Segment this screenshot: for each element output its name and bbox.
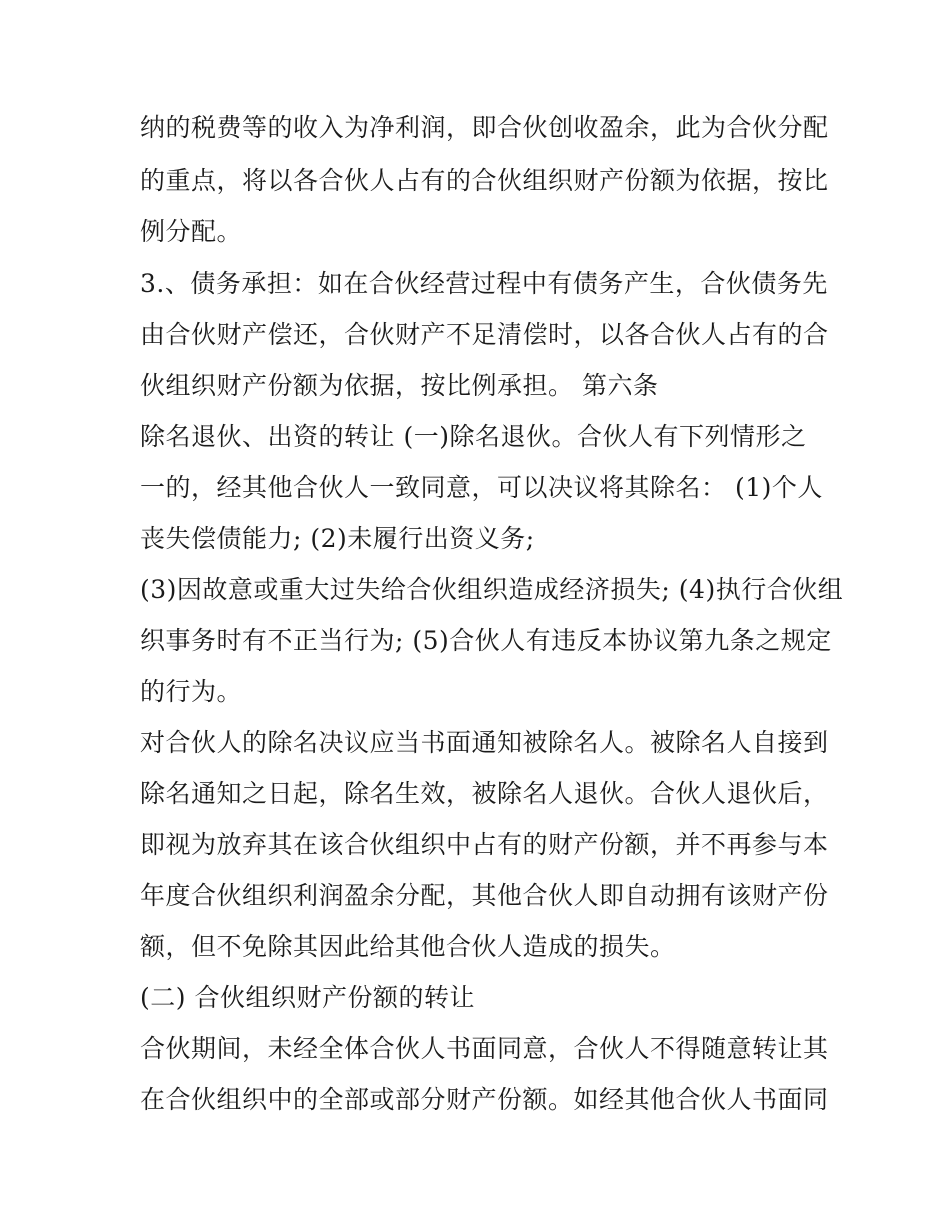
text-line: 一的，经其他合伙人一致同意，可以决议将其除名： (1)个人 [140,473,823,502]
article-heading-line: 除名退伙、出资的转让 (一)除名退伙。合伙人有下列情形之 [140,422,807,451]
text-line: 由合伙财产偿还，合伙财产不足清偿时，以各合伙人占有的合 [140,320,829,349]
text-line: 的行为。 [140,677,243,706]
text-line: (3)因故意或重大过失给合伙组织造成经济损失; (4)执行合伙组 [140,575,844,604]
text-line: 即视为放弃其在该合伙组织中占有的财产份额，并不再参与本 [140,830,829,859]
text-line: 对合伙人的除名决议应当书面通知被除名人。被除名人自接到 [140,728,829,757]
text-line: 在合伙组织中的全部或部分财产份额。如经其他合伙人书面同 [140,1085,829,1114]
text-line: 除名通知之日起，除名生效，被除名人退伙。合伙人退伙后， [140,779,829,808]
text-line: 的重点，将以各合伙人占有的合伙组织财产份额为依据，按比 [140,166,829,195]
text-line: 伙组织财产份额为依据，按比例承担。 第六条 [140,371,659,400]
text-line: 丧失偿债能力; (2)未履行出资义务; [140,524,535,553]
text-line: 织事务时有不正当行为; (5)合伙人有违反本协议第九条之规定 [140,626,832,655]
text-line: 合伙期间，未经全体合伙人书面同意，合伙人不得随意转让其 [140,1034,829,1063]
text-line: 例分配。 [140,217,243,246]
subsection-heading-line: (二) 合伙组织财产份额的转让 [140,983,475,1012]
text-line: 纳的税费等的收入为净利润，即合伙创收盈余，此为合伙分配 [140,113,829,142]
text-line: 年度合伙组织利润盈余分配，其他合伙人即自动拥有该财产份 [140,881,829,910]
section-heading-line: 3.、债务承担：如在合伙经营过程中有债务产生，合伙债务先 [140,269,828,298]
text-line: 额，但不免除其因此给其他合伙人造成的损失。 [140,932,676,961]
